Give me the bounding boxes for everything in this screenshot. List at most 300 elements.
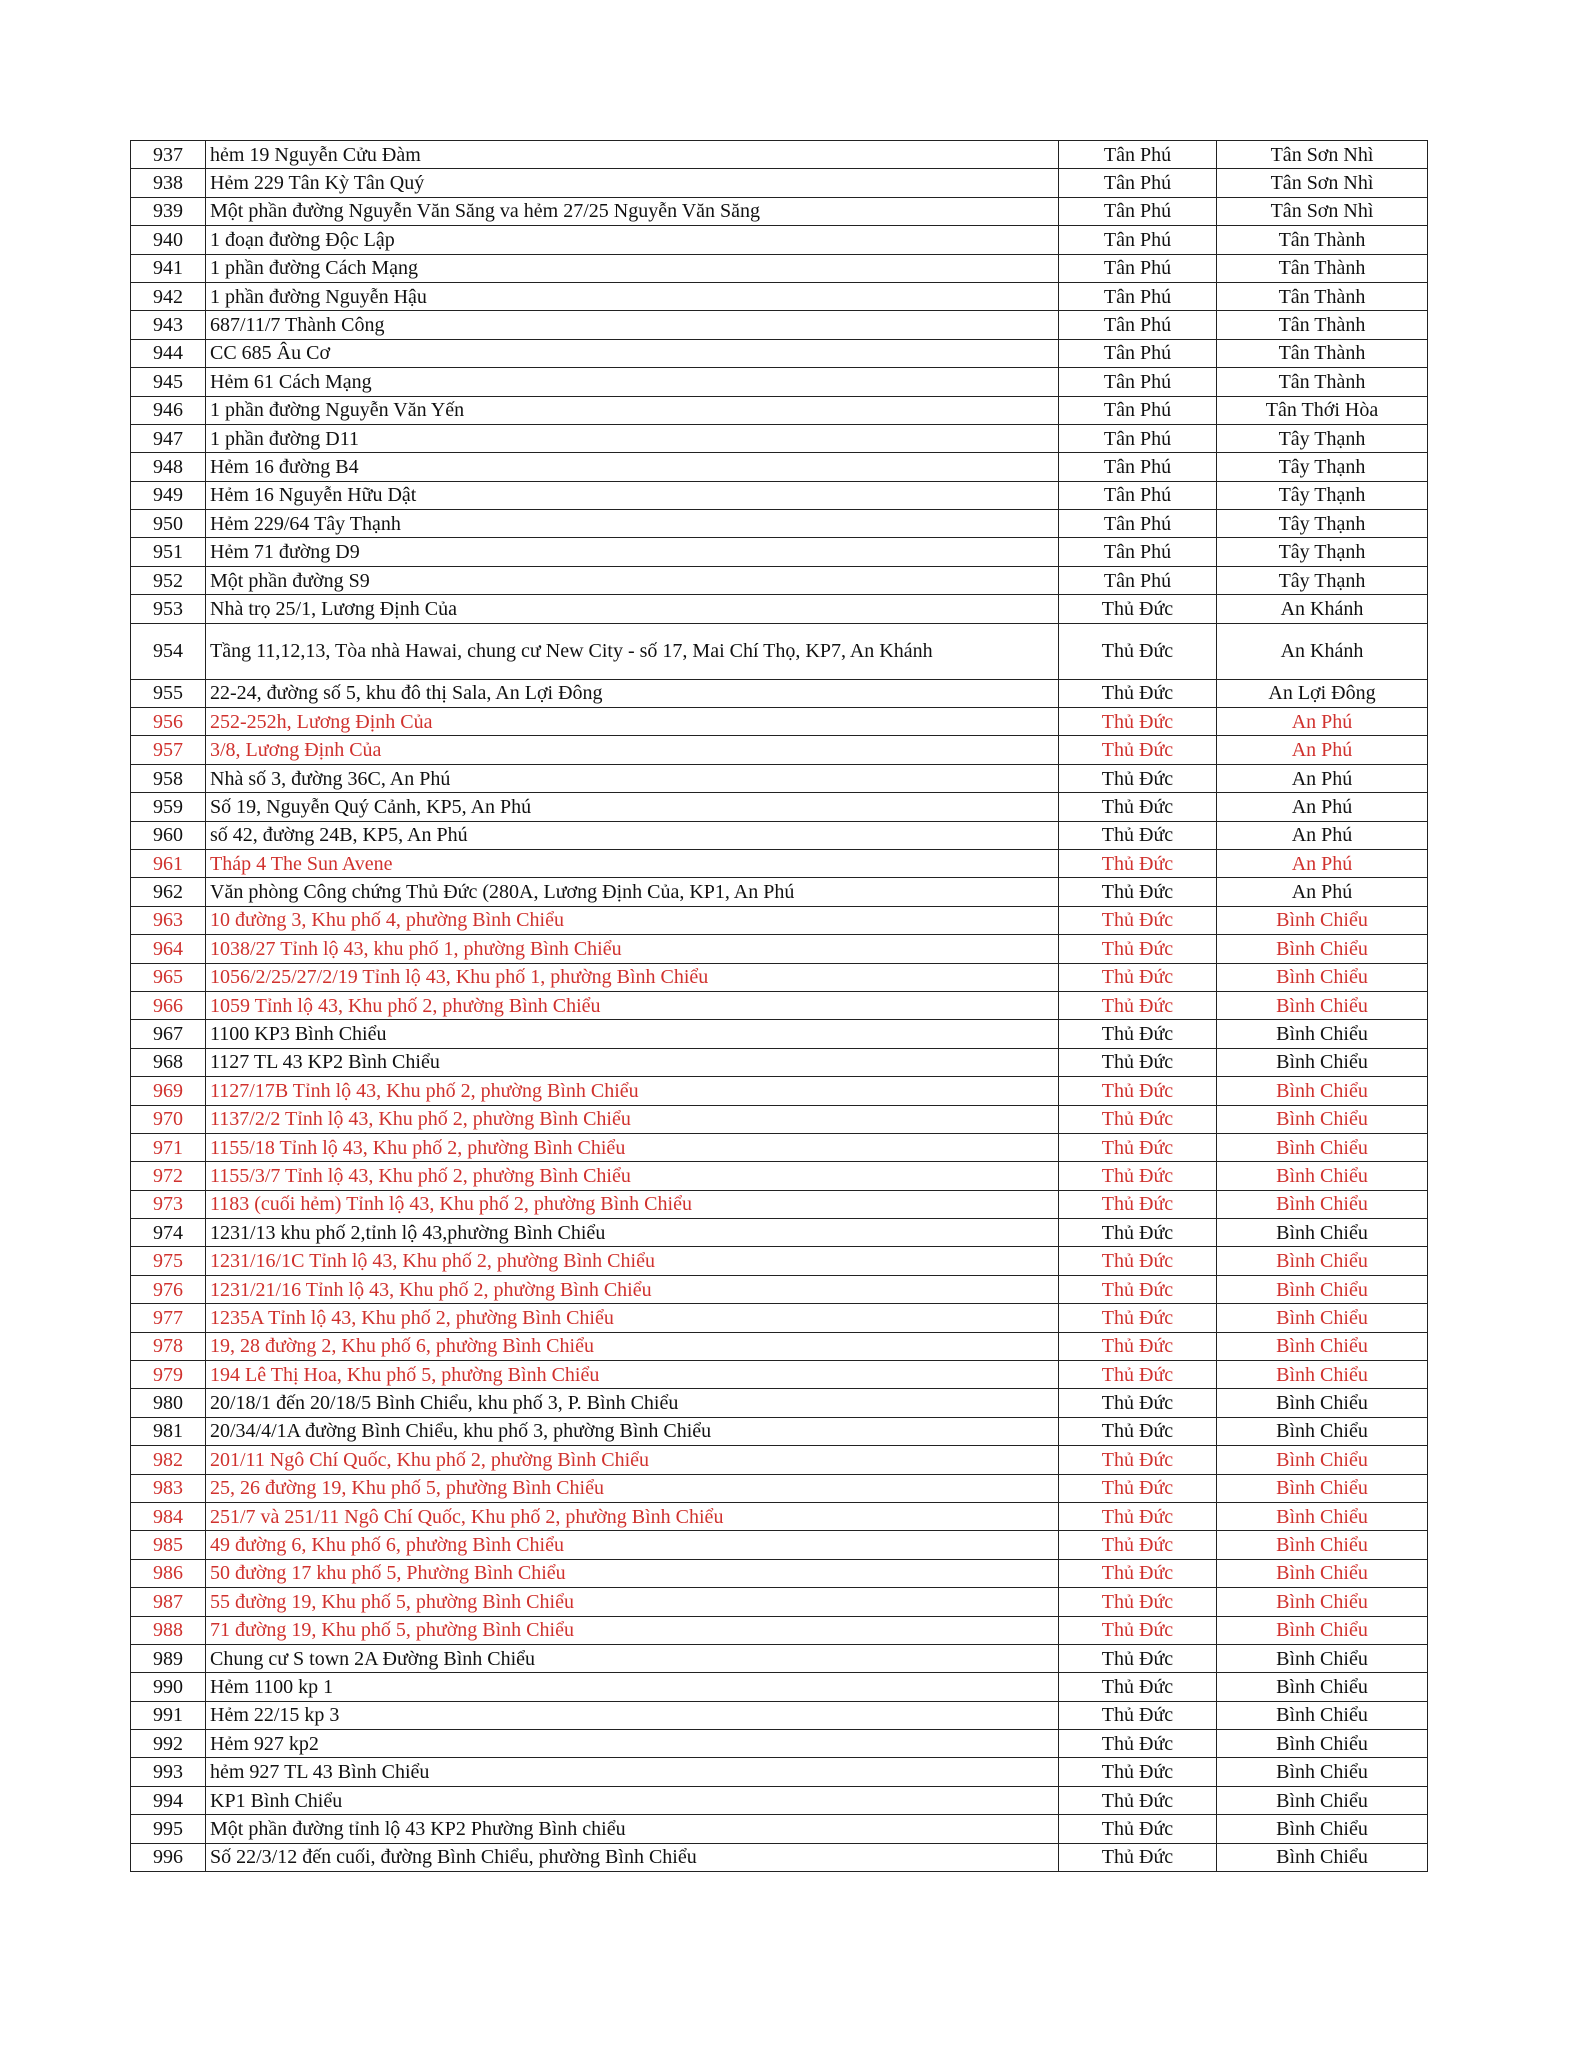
address-cell: 1 phần đường Cách Mạng: [206, 254, 1059, 282]
district-cell: Thủ Đức: [1059, 1133, 1217, 1161]
address-cell: 1038/27 Tỉnh lộ 43, khu phố 1, phường Bình Chiểu: [206, 935, 1059, 963]
table-row: [131, 538, 1428, 566]
address-cell: Một phần đường Nguyễn Văn Săng va hẻm 27/25 Nguyễn Văn Săng: [206, 197, 1059, 225]
address-cell: 1059 Tỉnh lộ 43, Khu phố 2, phường Bình Chiểu: [206, 991, 1059, 1019]
address-cell: Số 19, Nguyễn Quý Cảnh, KP5, An Phú: [206, 793, 1059, 821]
address-cell: Hẻm 16 đường B4: [206, 453, 1059, 481]
table-row: [131, 254, 1428, 282]
row-number: 961: [131, 849, 206, 877]
ward-cell: Bình Chiểu: [1217, 1701, 1428, 1729]
address-cell: 1231/13 khu phố 2,tỉnh lộ 43,phường Bình Chiểu: [206, 1219, 1059, 1247]
address-cell: 1155/3/7 Tỉnh lộ 43, Khu phố 2, phường Bình Chiểu: [206, 1162, 1059, 1190]
table-row: [131, 1588, 1428, 1616]
ward-cell: Tây Thạnh: [1217, 453, 1428, 481]
district-cell: Tân Phú: [1059, 226, 1217, 254]
table-row: [131, 708, 1428, 736]
ward-cell: An Lợi Đông: [1217, 679, 1428, 707]
address-cell: 252-252h, Lương Định Của: [206, 708, 1059, 736]
row-number: 970: [131, 1105, 206, 1133]
address-cell: 49 đường 6, Khu phố 6, phường Bình Chiểu: [206, 1531, 1059, 1559]
district-cell: Thủ Đức: [1059, 1644, 1217, 1672]
row-number: 953: [131, 595, 206, 623]
table-row: [131, 368, 1428, 396]
row-number: 986: [131, 1559, 206, 1587]
row-number: 960: [131, 821, 206, 849]
ward-cell: An Phú: [1217, 793, 1428, 821]
district-cell: Thủ Đức: [1059, 1361, 1217, 1389]
row-number: 990: [131, 1673, 206, 1701]
address-cell: 20/18/1 đến 20/18/5 Bình Chiểu, khu phố 3, P. Bình Chiểu: [206, 1389, 1059, 1417]
district-cell: Thủ Đức: [1059, 878, 1217, 906]
table-row: [131, 1162, 1428, 1190]
district-cell: Thủ Đức: [1059, 1077, 1217, 1105]
row-number: 966: [131, 991, 206, 1019]
table-row: [131, 1247, 1428, 1275]
row-number: 946: [131, 396, 206, 424]
district-cell: Thủ Đức: [1059, 963, 1217, 991]
ward-cell: Bình Chiểu: [1217, 1361, 1428, 1389]
table-row: [131, 566, 1428, 594]
row-number: 982: [131, 1446, 206, 1474]
row-number: 954: [131, 623, 206, 679]
district-cell: Tân Phú: [1059, 368, 1217, 396]
row-number: 952: [131, 566, 206, 594]
address-cell: Số 22/3/12 đến cuối, đường Bình Chiểu, phường Bình Chiểu: [206, 1843, 1059, 1871]
district-cell: Thủ Đức: [1059, 1673, 1217, 1701]
address-cell: 50 đường 17 khu phố 5, Phường Bình Chiểu: [206, 1559, 1059, 1587]
address-cell: Một phần đường S9: [206, 566, 1059, 594]
district-cell: Thủ Đức: [1059, 736, 1217, 764]
table-row: [131, 1673, 1428, 1701]
district-cell: Thủ Đức: [1059, 764, 1217, 792]
district-cell: Tân Phú: [1059, 424, 1217, 452]
address-cell: Nhà trọ 25/1, Lương Định Của: [206, 595, 1059, 623]
table-row: [131, 736, 1428, 764]
table-row: [131, 1502, 1428, 1530]
district-cell: Thủ Đức: [1059, 1048, 1217, 1076]
table-row: [131, 595, 1428, 623]
table-body: [131, 141, 1428, 1872]
ward-cell: Tân Sơn Nhì: [1217, 197, 1428, 225]
table-row: [131, 1417, 1428, 1445]
table-row: [131, 1474, 1428, 1502]
address-cell: Hẻm 16 Nguyễn Hữu Dật: [206, 481, 1059, 509]
table-row: [131, 849, 1428, 877]
table-row: [131, 1361, 1428, 1389]
district-cell: Tân Phú: [1059, 566, 1217, 594]
address-cell: 1 phần đường Nguyễn Hậu: [206, 282, 1059, 310]
district-cell: Thủ Đức: [1059, 1502, 1217, 1530]
address-cell: 1231/21/16 Tỉnh lộ 43, Khu phố 2, phường Bình Chiểu: [206, 1275, 1059, 1303]
district-cell: Thủ Đức: [1059, 1162, 1217, 1190]
ward-cell: An Khánh: [1217, 623, 1428, 679]
district-cell: Thủ Đức: [1059, 1105, 1217, 1133]
address-cell: Tháp 4 The Sun Avene: [206, 849, 1059, 877]
table-row: [131, 1616, 1428, 1644]
table-row: [131, 1275, 1428, 1303]
ward-cell: Bình Chiểu: [1217, 1020, 1428, 1048]
ward-cell: Bình Chiểu: [1217, 1162, 1428, 1190]
ward-cell: Bình Chiểu: [1217, 1616, 1428, 1644]
address-cell: 1056/2/25/27/2/19 Tỉnh lộ 43, Khu phố 1, phường Bình Chiểu: [206, 963, 1059, 991]
ward-cell: Tân Sơn Nhì: [1217, 169, 1428, 197]
address-cell: 687/11/7 Thành Công: [206, 311, 1059, 339]
address-cell: 1183 (cuối hẻm) Tỉnh lộ 43, Khu phố 2, phường Bình Chiểu: [206, 1190, 1059, 1218]
table-row: [131, 1389, 1428, 1417]
ward-cell: Tân Thành: [1217, 282, 1428, 310]
ward-cell: Bình Chiểu: [1217, 963, 1428, 991]
ward-cell: Bình Chiểu: [1217, 1446, 1428, 1474]
ward-cell: Bình Chiểu: [1217, 1843, 1428, 1871]
ward-cell: An Phú: [1217, 708, 1428, 736]
row-number: 962: [131, 878, 206, 906]
row-number: 994: [131, 1786, 206, 1814]
district-cell: Thủ Đức: [1059, 1786, 1217, 1814]
address-cell: Tầng 11,12,13, Tòa nhà Hawai, chung cư New City - số 17, Mai Chí Thọ, KP7, An Khánh: [206, 623, 1059, 679]
district-cell: Tân Phú: [1059, 538, 1217, 566]
ward-cell: Bình Chiểu: [1217, 1219, 1428, 1247]
address-cell: Hẻm 71 đường D9: [206, 538, 1059, 566]
district-cell: Tân Phú: [1059, 396, 1217, 424]
table-row: [131, 623, 1428, 679]
district-cell: Tân Phú: [1059, 510, 1217, 538]
district-cell: Thủ Đức: [1059, 793, 1217, 821]
row-number: 943: [131, 311, 206, 339]
table-row: [131, 1048, 1428, 1076]
row-number: 955: [131, 679, 206, 707]
district-cell: Tân Phú: [1059, 453, 1217, 481]
ward-cell: An Phú: [1217, 849, 1428, 877]
district-cell: Thủ Đức: [1059, 1020, 1217, 1048]
table-row: [131, 1446, 1428, 1474]
row-number: 981: [131, 1417, 206, 1445]
address-cell: Hẻm 1100 kp 1: [206, 1673, 1059, 1701]
row-number: 984: [131, 1502, 206, 1530]
row-number: 964: [131, 935, 206, 963]
table-row: [131, 1786, 1428, 1814]
table-row: [131, 510, 1428, 538]
ward-cell: Bình Chiểu: [1217, 1133, 1428, 1161]
ward-cell: Bình Chiểu: [1217, 1190, 1428, 1218]
ward-cell: Tây Thạnh: [1217, 424, 1428, 452]
table-row: [131, 1219, 1428, 1247]
district-cell: Thủ Đức: [1059, 1559, 1217, 1587]
address-cell: 20/34/4/1A đường Bình Chiểu, khu phố 3, phường Bình Chiểu: [206, 1417, 1059, 1445]
address-cell: 1137/2/2 Tỉnh lộ 43, Khu phố 2, phường Bình Chiểu: [206, 1105, 1059, 1133]
ward-cell: Tây Thạnh: [1217, 566, 1428, 594]
address-cell: Hẻm 229 Tân Kỳ Tân Quý: [206, 169, 1059, 197]
address-cell: 3/8, Lương Định Của: [206, 736, 1059, 764]
address-cell: hẻm 927 TL 43 Bình Chiểu: [206, 1758, 1059, 1786]
address-cell: Hẻm 229/64 Tây Thạnh: [206, 510, 1059, 538]
row-number: 958: [131, 764, 206, 792]
table-row: [131, 1190, 1428, 1218]
ward-cell: Tây Thạnh: [1217, 481, 1428, 509]
address-cell: Hẻm 61 Cách Mạng: [206, 368, 1059, 396]
row-number: 967: [131, 1020, 206, 1048]
address-cell: 201/11 Ngô Chí Quốc, Khu phố 2, phường Bình Chiểu: [206, 1446, 1059, 1474]
row-number: 940: [131, 226, 206, 254]
row-number: 948: [131, 453, 206, 481]
table-row: [131, 282, 1428, 310]
row-number: 980: [131, 1389, 206, 1417]
ward-cell: Bình Chiểu: [1217, 1588, 1428, 1616]
address-cell: Chung cư S town 2A Đường Bình Chiểu: [206, 1644, 1059, 1672]
table-row: [131, 197, 1428, 225]
district-cell: Thủ Đức: [1059, 991, 1217, 1019]
ward-cell: Bình Chiểu: [1217, 906, 1428, 934]
table-row: [131, 991, 1428, 1019]
address-cell: 25, 26 đường 19, Khu phố 5, phường Bình Chiểu: [206, 1474, 1059, 1502]
table-row: [131, 453, 1428, 481]
row-number: 938: [131, 169, 206, 197]
table-row: [131, 1077, 1428, 1105]
address-cell: 251/7 và 251/11 Ngô Chí Quốc, Khu phố 2, phường Bình Chiểu: [206, 1502, 1059, 1530]
row-number: 977: [131, 1304, 206, 1332]
address-cell: 19, 28 đường 2, Khu phố 6, phường Bình Chiểu: [206, 1332, 1059, 1360]
row-number: 988: [131, 1616, 206, 1644]
ward-cell: Bình Chiểu: [1217, 1048, 1428, 1076]
ward-cell: Tân Thành: [1217, 368, 1428, 396]
district-cell: Thủ Đức: [1059, 708, 1217, 736]
district-cell: Thủ Đức: [1059, 1190, 1217, 1218]
table-row: [131, 1843, 1428, 1871]
ward-cell: Bình Chiểu: [1217, 1502, 1428, 1530]
table-row: [131, 1730, 1428, 1758]
row-number: 968: [131, 1048, 206, 1076]
address-cell: Hẻm 927 kp2: [206, 1730, 1059, 1758]
ward-cell: Bình Chiểu: [1217, 1474, 1428, 1502]
ward-cell: Bình Chiểu: [1217, 1559, 1428, 1587]
row-number: 989: [131, 1644, 206, 1672]
row-number: 947: [131, 424, 206, 452]
district-cell: Thủ Đức: [1059, 1304, 1217, 1332]
address-cell: 1231/16/1C Tỉnh lộ 43, Khu phố 2, phường Bình Chiểu: [206, 1247, 1059, 1275]
address-cell: Một phần đường tỉnh lộ 43 KP2 Phường Bình chiểu: [206, 1815, 1059, 1843]
table-row: [131, 963, 1428, 991]
district-cell: Thủ Đức: [1059, 935, 1217, 963]
table-row: [131, 793, 1428, 821]
address-cell: 194 Lê Thị Hoa, Khu phố 5, phường Bình Chiểu: [206, 1361, 1059, 1389]
district-cell: Thủ Đức: [1059, 1446, 1217, 1474]
district-cell: Thủ Đức: [1059, 1275, 1217, 1303]
row-number: 959: [131, 793, 206, 821]
row-number: 976: [131, 1275, 206, 1303]
ward-cell: Tân Thành: [1217, 226, 1428, 254]
district-cell: Thủ Đức: [1059, 821, 1217, 849]
address-cell: 1 phần đường Nguyễn Văn Yến: [206, 396, 1059, 424]
ward-cell: An Phú: [1217, 821, 1428, 849]
ward-cell: Tân Thành: [1217, 311, 1428, 339]
ward-cell: Bình Chiểu: [1217, 1332, 1428, 1360]
address-cell: CC 685 Âu Cơ: [206, 339, 1059, 367]
ward-cell: An Khánh: [1217, 595, 1428, 623]
district-cell: Thủ Đức: [1059, 623, 1217, 679]
district-cell: Thủ Đức: [1059, 1588, 1217, 1616]
table-row: [131, 481, 1428, 509]
address-cell: số 42, đường 24B, KP5, An Phú: [206, 821, 1059, 849]
address-cell: 1235A Tỉnh lộ 43, Khu phố 2, phường Bình Chiểu: [206, 1304, 1059, 1332]
row-number: 944: [131, 339, 206, 367]
address-cell: hẻm 19 Nguyễn Cửu Đàm: [206, 141, 1059, 169]
ward-cell: Bình Chiểu: [1217, 991, 1428, 1019]
row-number: 992: [131, 1730, 206, 1758]
district-cell: Thủ Đức: [1059, 906, 1217, 934]
ward-cell: Bình Chiểu: [1217, 1815, 1428, 1843]
district-cell: Tân Phú: [1059, 141, 1217, 169]
table-row: [131, 1531, 1428, 1559]
district-cell: Thủ Đức: [1059, 1219, 1217, 1247]
ward-cell: Tây Thạnh: [1217, 538, 1428, 566]
district-cell: Tân Phú: [1059, 481, 1217, 509]
address-cell: Hẻm 22/15 kp 3: [206, 1701, 1059, 1729]
row-number: 973: [131, 1190, 206, 1218]
table-row: [131, 1701, 1428, 1729]
ward-cell: Tân Thành: [1217, 339, 1428, 367]
row-number: 957: [131, 736, 206, 764]
row-number: 965: [131, 963, 206, 991]
district-cell: Tân Phú: [1059, 311, 1217, 339]
row-number: 975: [131, 1247, 206, 1275]
row-number: 978: [131, 1332, 206, 1360]
table-row: [131, 821, 1428, 849]
table-row: [131, 1758, 1428, 1786]
address-cell: 1127/17B Tỉnh lộ 43, Khu phố 2, phường Bình Chiểu: [206, 1077, 1059, 1105]
address-cell: KP1 Bình Chiểu: [206, 1786, 1059, 1814]
ward-cell: Bình Chiểu: [1217, 1673, 1428, 1701]
row-number: 996: [131, 1843, 206, 1871]
table-row: [131, 396, 1428, 424]
ward-cell: Bình Chiểu: [1217, 1275, 1428, 1303]
district-cell: Thủ Đức: [1059, 849, 1217, 877]
table-row: [131, 1644, 1428, 1672]
row-number: 963: [131, 906, 206, 934]
ward-cell: Bình Chiểu: [1217, 1531, 1428, 1559]
ward-cell: Bình Chiểu: [1217, 1730, 1428, 1758]
district-cell: Thủ Đức: [1059, 1332, 1217, 1360]
district-cell: Thủ Đức: [1059, 1417, 1217, 1445]
district-cell: Thủ Đức: [1059, 1843, 1217, 1871]
ward-cell: An Phú: [1217, 764, 1428, 792]
address-table: [130, 140, 1428, 1872]
row-number: 950: [131, 510, 206, 538]
district-cell: Thủ Đức: [1059, 1730, 1217, 1758]
district-cell: Thủ Đức: [1059, 1531, 1217, 1559]
district-cell: Thủ Đức: [1059, 1389, 1217, 1417]
ward-cell: Tân Thới Hòa: [1217, 396, 1428, 424]
table-row: [131, 1105, 1428, 1133]
row-number: 956: [131, 708, 206, 736]
address-cell: 1 đoạn đường Độc Lập: [206, 226, 1059, 254]
ward-cell: Tân Sơn Nhì: [1217, 141, 1428, 169]
district-cell: Tân Phú: [1059, 197, 1217, 225]
table-row: [131, 1332, 1428, 1360]
table-row: [131, 878, 1428, 906]
row-number: 993: [131, 1758, 206, 1786]
address-cell: Văn phòng Công chứng Thủ Đức (280A, Lương Định Của, KP1, An Phú: [206, 878, 1059, 906]
district-cell: Thủ Đức: [1059, 1758, 1217, 1786]
table-row: [131, 1815, 1428, 1843]
row-number: 971: [131, 1133, 206, 1161]
table-row: [131, 1133, 1428, 1161]
ward-cell: Bình Chiểu: [1217, 1105, 1428, 1133]
table-row: [131, 169, 1428, 197]
district-cell: Thủ Đức: [1059, 1247, 1217, 1275]
row-number: 951: [131, 538, 206, 566]
ward-cell: Bình Chiểu: [1217, 935, 1428, 963]
row-number: 991: [131, 1701, 206, 1729]
address-cell: 10 đường 3, Khu phố 4, phường Bình Chiểu: [206, 906, 1059, 934]
address-cell: 1155/18 Tỉnh lộ 43, Khu phố 2, phường Bình Chiểu: [206, 1133, 1059, 1161]
row-number: 987: [131, 1588, 206, 1616]
row-number: 939: [131, 197, 206, 225]
district-cell: Thủ Đức: [1059, 679, 1217, 707]
table-row: [131, 141, 1428, 169]
district-cell: Tân Phú: [1059, 254, 1217, 282]
row-number: 937: [131, 141, 206, 169]
table-row: [131, 424, 1428, 452]
table-row: [131, 1304, 1428, 1332]
row-number: 969: [131, 1077, 206, 1105]
ward-cell: Bình Chiểu: [1217, 1786, 1428, 1814]
ward-cell: Bình Chiểu: [1217, 1077, 1428, 1105]
district-cell: Tân Phú: [1059, 282, 1217, 310]
table-row: [131, 764, 1428, 792]
ward-cell: Tân Thành: [1217, 254, 1428, 282]
address-cell: Nhà số 3, đường 36C, An Phú: [206, 764, 1059, 792]
ward-cell: An Phú: [1217, 878, 1428, 906]
table-row: [131, 906, 1428, 934]
table-row: [131, 339, 1428, 367]
ward-cell: Bình Chiểu: [1217, 1758, 1428, 1786]
address-cell: 71 đường 19, Khu phố 5, phường Bình Chiểu: [206, 1616, 1059, 1644]
district-cell: Tân Phú: [1059, 339, 1217, 367]
row-number: 942: [131, 282, 206, 310]
row-number: 983: [131, 1474, 206, 1502]
row-number: 941: [131, 254, 206, 282]
row-number: 972: [131, 1162, 206, 1190]
table-row: [131, 311, 1428, 339]
row-number: 979: [131, 1361, 206, 1389]
ward-cell: Tây Thạnh: [1217, 510, 1428, 538]
ward-cell: Bình Chiểu: [1217, 1247, 1428, 1275]
address-cell: 22-24, đường số 5, khu đô thị Sala, An Lợi Đông: [206, 679, 1059, 707]
row-number: 995: [131, 1815, 206, 1843]
ward-cell: Bình Chiểu: [1217, 1304, 1428, 1332]
address-cell: 1127 TL 43 KP2 Bình Chiểu: [206, 1048, 1059, 1076]
district-cell: Thủ Đức: [1059, 595, 1217, 623]
row-number: 945: [131, 368, 206, 396]
ward-cell: Bình Chiểu: [1217, 1644, 1428, 1672]
table-row: [131, 1020, 1428, 1048]
row-number: 949: [131, 481, 206, 509]
row-number: 985: [131, 1531, 206, 1559]
address-cell: 55 đường 19, Khu phố 5, phường Bình Chiểu: [206, 1588, 1059, 1616]
address-cell: 1100 KP3 Bình Chiểu: [206, 1020, 1059, 1048]
district-cell: Thủ Đức: [1059, 1701, 1217, 1729]
ward-cell: Bình Chiểu: [1217, 1417, 1428, 1445]
district-cell: Thủ Đức: [1059, 1815, 1217, 1843]
table-row: [131, 226, 1428, 254]
ward-cell: An Phú: [1217, 736, 1428, 764]
table-row: [131, 679, 1428, 707]
table-row: [131, 1559, 1428, 1587]
ward-cell: Bình Chiểu: [1217, 1389, 1428, 1417]
district-cell: Thủ Đức: [1059, 1474, 1217, 1502]
address-cell: 1 phần đường D11: [206, 424, 1059, 452]
district-cell: Thủ Đức: [1059, 1616, 1217, 1644]
table-row: [131, 935, 1428, 963]
